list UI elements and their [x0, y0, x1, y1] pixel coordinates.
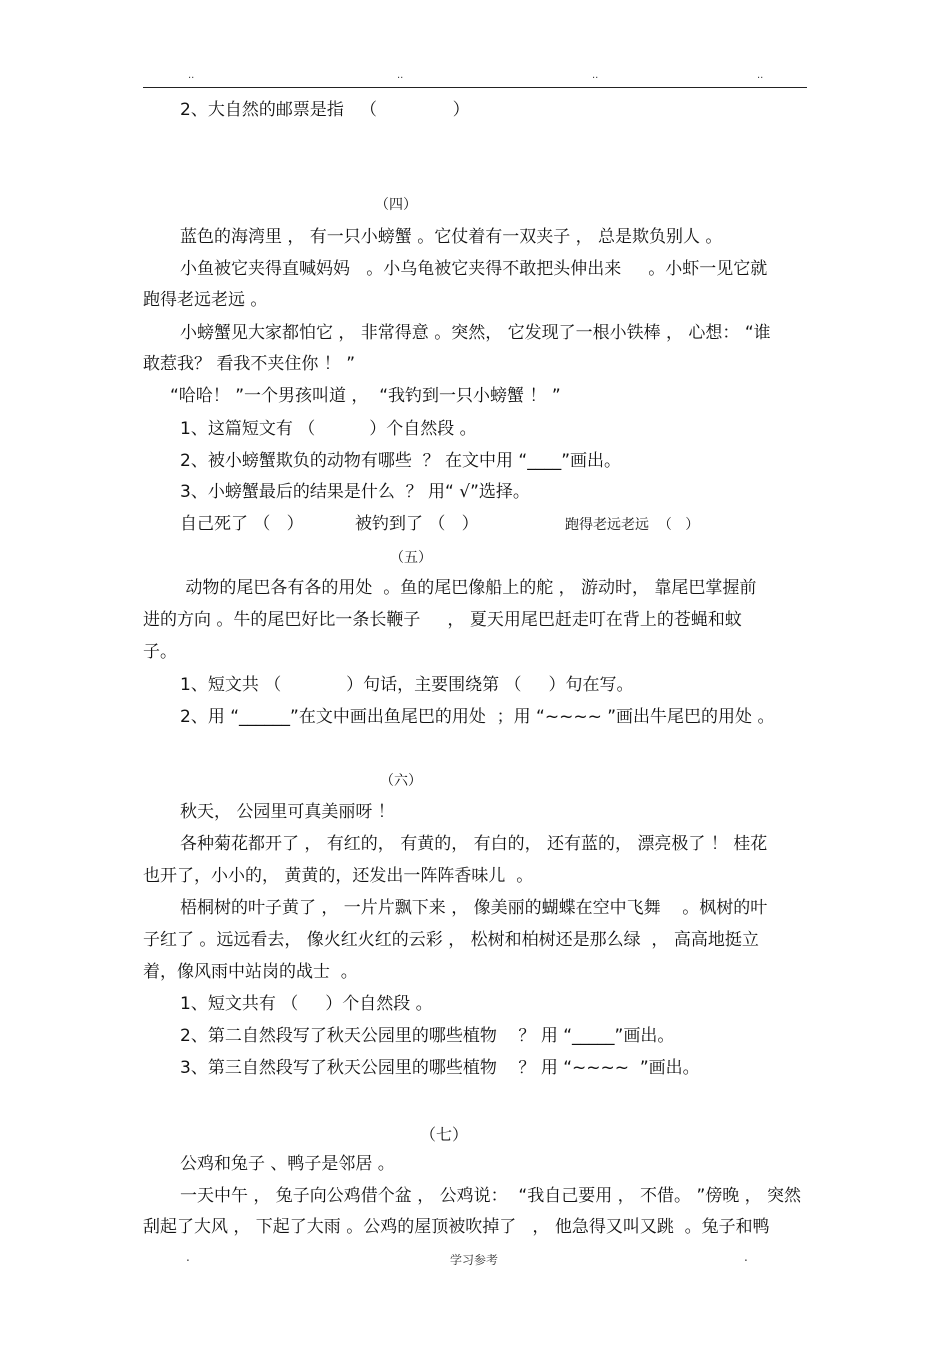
question-line: 3、第三自然段写了秋天公园里的哪些植物 ？ 用 “~~~~ ”画出。	[180, 1058, 700, 1078]
question-line: 1、这篇短文有 （ ）个自然段 。	[180, 419, 477, 439]
passage-line: 进的方向 。牛的尾巴好比一条长鞭子 ， 夏天用尾巴赶走叮在背上的苍蝇和蚊	[143, 610, 742, 630]
question-line: 2、大自然的邮票是指 （ ）	[180, 100, 470, 120]
passage-line: 着，像风雨中站岗的战士 。	[143, 962, 358, 982]
passage-line: 跑得老远老远 。	[143, 290, 268, 310]
header-dot: ..	[592, 70, 599, 81]
section-heading-six: （六）	[380, 773, 422, 789]
answer-option: 被钓到了 （ ）	[355, 514, 479, 534]
passage-line: 秋天， 公园里可真美丽呀 ！	[180, 802, 395, 822]
header-rule	[143, 87, 807, 88]
question-line: 2、被小螃蟹欺负的动物有哪些 ？ 在文中用 “____”画出。	[180, 451, 622, 471]
passage-line: 敢惹我？ 看我不夹住你 ！ ”	[143, 354, 356, 374]
passage-line: 各种菊花都开了 ， 有红的， 有黄的， 有白的， 还有蓝的， 漂亮极了 ！ 桂花	[180, 834, 768, 854]
section-heading-five: （五）	[390, 550, 432, 566]
footer-label: 学习参考	[450, 1253, 499, 1267]
passage-line: 梧桐树的叶子黄了 ， 一片片飘下来 ， 像美丽的蝴蝶在空中飞舞 。枫树的叶	[180, 898, 768, 918]
passage-line: 子。	[143, 642, 177, 662]
question-line: 2、第二自然段写了秋天公园里的哪些植物 ？ 用 “_____”画出。	[180, 1026, 675, 1046]
passage-line: 公鸡和兔子 、鸭子是邻居 。	[180, 1154, 395, 1174]
passage-line: 刮起了大风 ， 下起了大雨 。公鸡的屋顶被吹掉了 ， 他急得又叫又跳 。兔子和鸭	[143, 1217, 770, 1237]
answer-option: 自己死了 （ ）	[180, 514, 304, 534]
passage-line: 子红了 。远远看去， 像火红火红的云彩 ， 松树和柏树还是那么绿 ， 高高地挺立	[143, 930, 759, 950]
passage-line: 蓝色的海湾里 ， 有一只小螃蟹 。它仗着有一双夹子 ， 总是欺负别人 。	[180, 227, 723, 247]
header-dot: ..	[188, 70, 195, 81]
passage-line: 一天中午 ， 兔子向公鸡借个盆 ， 公鸡说： “我自己要用 ， 不借。 ”傍晚 ， 突然	[180, 1186, 802, 1206]
header-dot: ..	[757, 70, 764, 81]
passage-line: 小鱼被它夹得直喊妈妈 。小乌龟被它夹得不敢把头伸出来 。小虾一见它就	[180, 259, 768, 279]
passage-line: 动物的尾巴各有各的用处 。鱼的尾巴像船上的舵 ， 游动时， 靠尾巴掌握前	[180, 578, 757, 598]
passage-line: 也开了，小小的， 黄黄的，还发出一阵阵香味儿 。	[143, 866, 534, 886]
passage-line: “哈哈！ ”一个男孩叫道 ， “我钓到一只小螃蟹 ！ ”	[170, 386, 561, 406]
passage-line: 小螃蟹见大家都怕它 ， 非常得意 。突然， 它发现了一根小铁棒 ， 心想： “谁	[180, 323, 771, 343]
footer-dot-left: .	[186, 1250, 190, 1264]
answer-option: 跑得老远老远 （ ）	[565, 517, 700, 533]
section-heading-four: （四）	[375, 197, 417, 213]
footer-dot-right: .	[744, 1250, 748, 1264]
question-line: 3、小螃蟹最后的结果是什么 ？ 用“ √”选择。	[180, 482, 530, 502]
question-line: 2、用 “______”在文中画出鱼尾巴的用处 ；用 “~~~~ ”画出牛尾巴的用处 。	[180, 707, 775, 727]
question-line: 1、短文共有 （ ）个自然段 。	[180, 994, 433, 1014]
question-line: 1、短文共 （ ）句话，主要围绕第 （ ）句在写。	[180, 675, 634, 695]
header-dot: ..	[397, 70, 404, 81]
section-heading-seven: （七）	[420, 1125, 469, 1144]
